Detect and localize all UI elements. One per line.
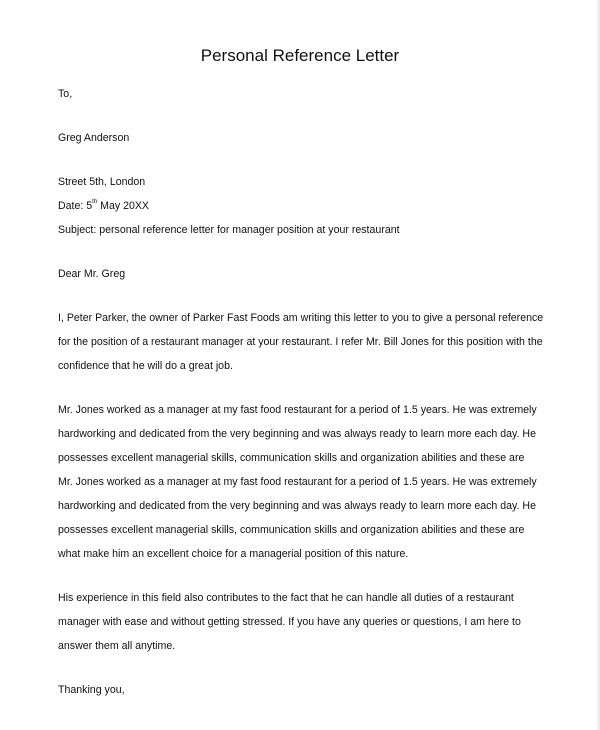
paragraph-line: hardworking and dedicated from the very beginning and was always ready to learn more each day. He (58, 428, 536, 440)
paragraph-line: confidence that he will do a great job. (58, 360, 233, 372)
paragraph-line: possesses excellent managerial skills, communication skills and organization abilities and these are (58, 524, 525, 536)
date-rest: May 20XX (97, 200, 149, 212)
salutation: Dear Mr. Greg (58, 268, 126, 280)
paragraph-line: what make him an excellent choice for a managerial position of this nature. (58, 548, 409, 560)
paragraph-line: answer them all anytime. (58, 640, 176, 652)
subject-line: Subject: personal reference letter for manager position at your restaurant (58, 224, 400, 236)
paragraph-2 (58, 398, 558, 566)
paragraph-line: possesses excellent managerial skills, communication skills and organization abilities and these are (58, 452, 525, 464)
to-line: To, (58, 88, 73, 100)
page-edge-shadow (596, 0, 600, 730)
date-ordinal-suffix: th (92, 199, 98, 206)
paragraph-line: Mr. Jones worked as a manager at my fast food restaurant for a period of 1.5 years. He was extremely (58, 476, 537, 488)
paragraph-line: Mr. Jones worked as a manager at my fast food restaurant for a period of 1.5 years. He was extremely (58, 404, 537, 416)
paragraph-line: for the position of a restaurant manager at your restaurant. I refer Mr. Bill Jones for this position with the (58, 336, 543, 348)
closing: Thanking you, (58, 684, 125, 696)
letter-title: Personal Reference Letter (200, 46, 400, 65)
paragraph-1 (58, 306, 558, 378)
recipient-name: Greg Anderson (58, 132, 130, 144)
paragraph-line: I, Peter Parker, the owner of Parker Fast Foods am writing this letter to you to give a personal reference (58, 312, 544, 324)
date-prefix: Date: 5 (58, 200, 93, 212)
letter-body (58, 82, 558, 702)
date-line (58, 194, 558, 218)
paragraph-line: hardworking and dedicated from the very beginning and was always ready to learn more each day. He (58, 500, 536, 512)
paragraph-3 (58, 586, 558, 658)
recipient-address: Street 5th, London (58, 176, 146, 188)
paragraph-line: His experience in this field also contributes to the fact that he can handle all duties of a restaurant (58, 592, 514, 604)
paragraph-line: manager with ease and without getting stressed. If you have any queries or questions, I am here to (58, 616, 521, 628)
